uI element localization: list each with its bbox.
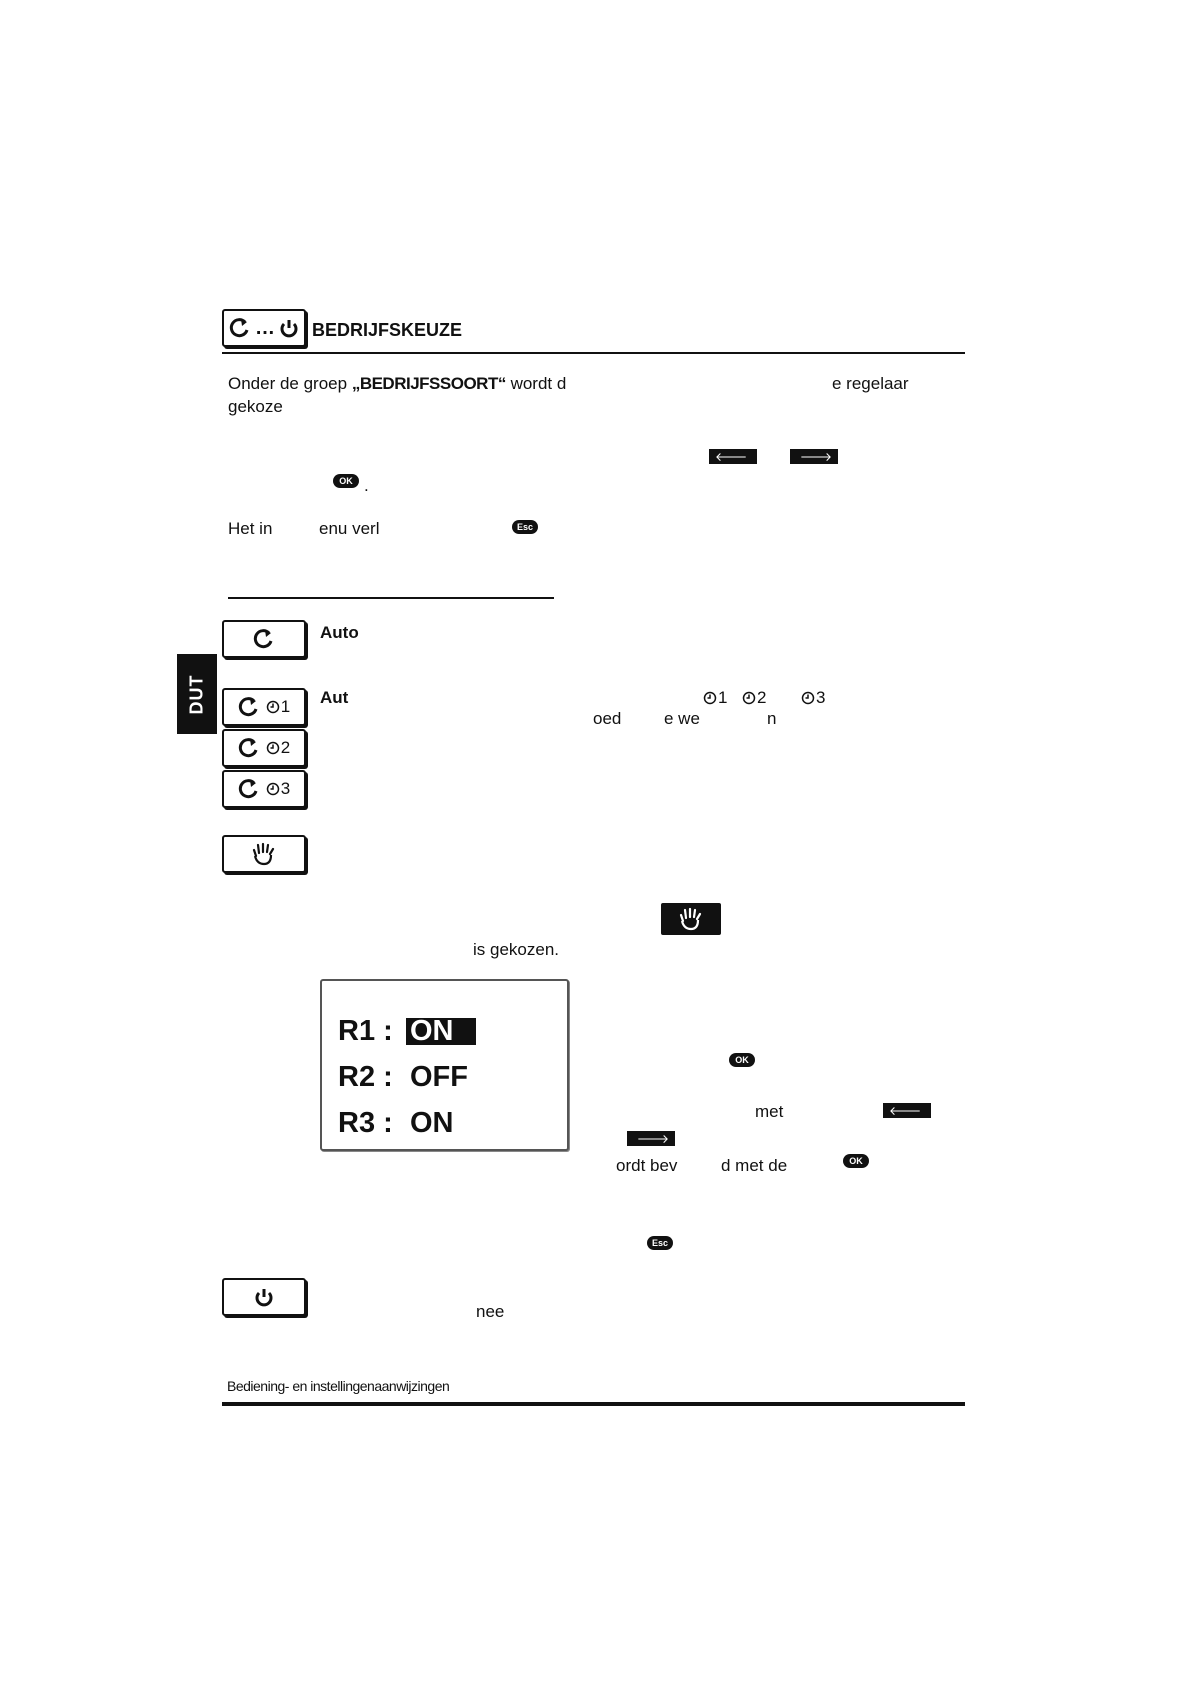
mode-select-icon — [222, 309, 306, 347]
relay-display — [320, 979, 569, 1151]
clock-icon — [266, 700, 280, 714]
clock-program-2 — [266, 738, 290, 758]
ok-key: OK — [729, 1053, 755, 1067]
relay-row — [338, 1061, 472, 1094]
inline-clock-1 — [703, 688, 727, 708]
clock-icon — [703, 691, 717, 705]
auto-cycle-icon — [238, 696, 260, 718]
auto-program-3-icon-box — [222, 770, 306, 808]
language-tab — [177, 654, 217, 734]
exit-text-b: enu verl — [319, 519, 380, 538]
left-arrow-key — [883, 1103, 931, 1118]
auto-cycle-icon — [238, 737, 260, 759]
auto-mode-icon-box — [222, 620, 306, 658]
auto-cycle-icon — [253, 628, 275, 650]
intro-line2: gekoze — [228, 397, 283, 416]
clock-icon — [742, 691, 756, 705]
clock-number: 2 — [757, 688, 767, 707]
clock-number: 3 — [280, 779, 291, 798]
clock-number: 3 — [816, 688, 826, 707]
right-arrow-icon: 🡒 — [799, 450, 832, 464]
relay-label: R3 : — [338, 1107, 393, 1139]
clock-program-1 — [266, 697, 290, 717]
left-arrow-icon: 🡐 — [889, 1104, 922, 1118]
power-icon — [254, 1287, 274, 1307]
auto-program-title: Aut — [320, 688, 349, 707]
relay-instr-confirm-a: ordt bev — [616, 1156, 678, 1175]
clock-program-3 — [266, 779, 290, 799]
right-arrow-key — [627, 1131, 675, 1146]
auto-program-fragment-c: n — [767, 709, 777, 728]
relay-row — [338, 1015, 476, 1048]
clock-number: 1 — [718, 688, 728, 707]
clock-icon — [266, 741, 280, 755]
auto-program-fragment-b: e we — [664, 709, 700, 728]
footer-rule — [222, 1402, 965, 1406]
intro-right-fragment: e regelaar — [832, 374, 909, 393]
relay-label: R1 : — [338, 1015, 393, 1047]
right-arrow-key — [790, 449, 838, 464]
clock-number: 2 — [280, 738, 291, 757]
relay-instr-confirm-b: d met de — [721, 1156, 788, 1175]
auto-program-1-icon-box — [222, 688, 306, 726]
auto-program-fragment-a: oed — [593, 709, 622, 728]
inline-clock-3 — [801, 688, 825, 708]
language-tab-label: DUT — [186, 674, 207, 714]
sentence-period: . — [364, 476, 369, 495]
ellipsis: … — [255, 316, 275, 339]
esc-key: Esc — [647, 1236, 673, 1250]
exit-text-a: Het in — [228, 519, 273, 538]
auto-mode-title: Auto — [320, 623, 359, 642]
manual-mode-icon-box — [222, 835, 306, 873]
subsection-rule — [228, 597, 554, 599]
intro-prefix: Onder de groep — [228, 374, 352, 393]
relay-row — [338, 1107, 458, 1140]
hand-icon — [677, 907, 705, 931]
power-icon — [279, 318, 299, 338]
relay-value: ON — [410, 1107, 454, 1139]
relay-value: OFF — [410, 1061, 468, 1093]
intro-group-name: „BEDRIJFSSOORT“ — [351, 374, 506, 393]
clock-number: 1 — [280, 697, 291, 716]
manual-chosen-text: is gekozen. — [473, 940, 559, 959]
esc-key: Esc — [512, 520, 538, 534]
auto-program-2-icon-box — [222, 729, 306, 767]
off-mode-icon-box — [222, 1278, 306, 1316]
relay-instr-met: met — [755, 1102, 784, 1121]
inline-clock-2 — [742, 688, 766, 708]
clock-icon — [801, 691, 815, 705]
intro-line1 — [228, 375, 566, 392]
off-mode-fragment: nee — [476, 1302, 505, 1321]
hand-icon — [250, 842, 278, 866]
left-arrow-icon: 🡐 — [715, 450, 748, 464]
section-title: BEDRIJFSKEUZE — [312, 320, 463, 340]
auto-cycle-icon — [229, 317, 251, 339]
ok-key: OK — [333, 474, 359, 488]
auto-cycle-icon — [238, 778, 260, 800]
relay-label: R2 : — [338, 1061, 393, 1093]
intro-suffix: wordt d — [505, 374, 567, 393]
left-arrow-key — [709, 449, 757, 464]
header-rule — [222, 352, 965, 354]
right-arrow-icon: 🡒 — [636, 1132, 669, 1146]
footer-text: Bediening- en instellingenaanwijzingen — [227, 1378, 450, 1394]
manual-mode-key — [661, 903, 721, 935]
clock-icon — [266, 782, 280, 796]
relay-value-selected: ON — [406, 1018, 476, 1045]
ok-key: OK — [843, 1154, 869, 1168]
